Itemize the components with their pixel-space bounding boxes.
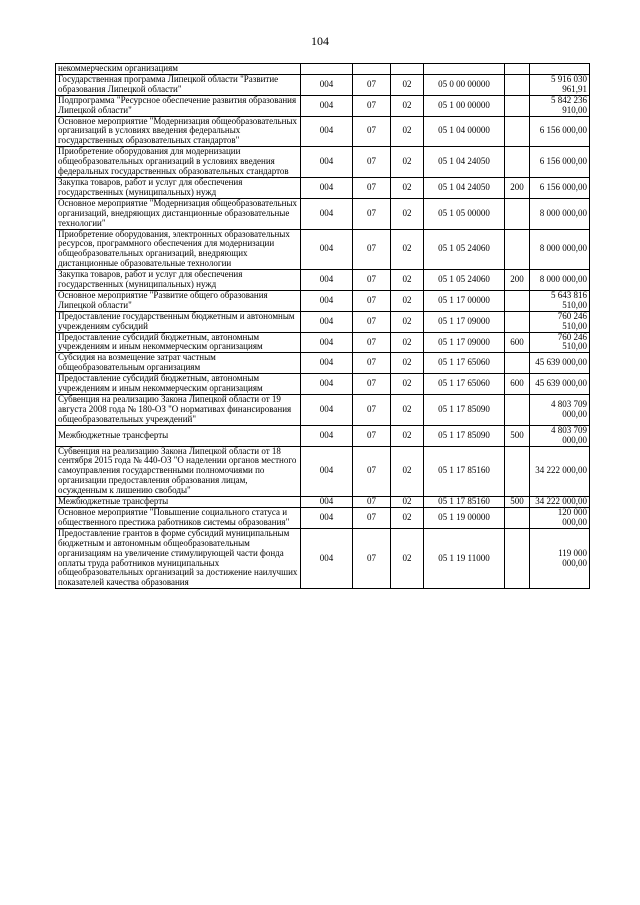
ministry-code-cell: 004 [301,270,353,291]
section-code-cell: 07 [353,353,391,374]
row-name-cell: Предоставление субсидий бюджетным, автономным учреждениям и иным некоммерческим организациям [56,374,301,395]
subsection-code-cell: 02 [391,425,424,446]
row-name-cell: Основное мероприятие "Модернизация общеобразовательных организаций в условиях введения федеральных государственных образовательных стандартов" [56,116,301,147]
amount-cell: 6 156 000,00 [530,147,590,178]
ministry-code-cell: 004 [301,95,353,116]
expense-type-cell [505,507,530,528]
expense-type-cell [505,95,530,116]
amount-cell: 5 842 236 910,00 [530,95,590,116]
section-code-cell: 07 [353,528,391,588]
section-code-cell: 07 [353,116,391,147]
expense-type-cell [505,229,530,270]
table-row [56,446,590,497]
expense-type-cell [505,147,530,178]
section-code-cell: 07 [353,425,391,446]
expense-type-cell [505,446,530,497]
section-code-cell: 07 [353,74,391,95]
row-name-cell: Государственная программа Липецкой области "Развитие образования Липецкой области" [56,74,301,95]
subsection-code-cell: 02 [391,395,424,426]
table-row [56,497,590,508]
target-article-cell: 05 1 17 00000 [424,290,505,311]
row-name-cell: Субвенция на реализацию Закона Липецкой области от 19 августа 2008 года № 180-ОЗ "О нормативах финансирования общеобразовательных учреждений" [56,395,301,426]
section-code-cell: 07 [353,229,391,270]
row-name-cell: Основное мероприятие "Повышение социального статуса и общественного престижа работников системы образования" [56,507,301,528]
subsection-code-cell: 02 [391,446,424,497]
target-article-cell: 05 1 05 00000 [424,198,505,229]
expense-type-cell [505,311,530,332]
target-article-cell: 05 0 00 00000 [424,74,505,95]
amount-cell: 4 803 709 000,00 [530,425,590,446]
amount-cell: 8 000 000,00 [530,229,590,270]
section-code-cell: 07 [353,95,391,116]
row-name-cell: Приобретение оборудования для модернизации общеобразовательных организаций в условиях введения федеральных государственных образовательных стандартов [56,147,301,178]
subsection-code-cell: 02 [391,95,424,116]
subsection-code-cell: 02 [391,497,424,508]
row-name-cell: Закупка товаров, работ и услуг для обеспечения государственных (муниципальных) нужд [56,177,301,198]
subsection-code-cell: 02 [391,353,424,374]
table-row [56,229,590,270]
table-row [56,353,590,374]
subsection-code-cell: 02 [391,116,424,147]
section-code-cell: 07 [353,177,391,198]
table-row [56,177,590,198]
ministry-code-cell: 004 [301,147,353,178]
expense-type-cell: 200 [505,177,530,198]
amount-cell: 4 803 709 000,00 [530,395,590,426]
ministry-code-cell: 004 [301,290,353,311]
table-row [56,374,590,395]
amount-cell: 760 246 510,00 [530,332,590,353]
ministry-code-cell: 004 [301,332,353,353]
expense-type-cell: 500 [505,497,530,508]
page-number: 104 [311,34,329,48]
ministry-code-cell [301,64,353,75]
section-code-cell: 07 [353,270,391,291]
subsection-code-cell: 02 [391,332,424,353]
row-name-cell: Субсидия на возмещение затрат частным общеобразовательным организациям [56,353,301,374]
expense-type-cell [505,74,530,95]
row-name-cell: Субвенция на реализацию Закона Липецкой области от 18 сентября 2015 года № 440-ОЗ "О наделении органов местного самоуправления государственными полномочиями по организации предоставления образования лицам, осужденным к лишению свободы" [56,446,301,497]
ministry-code-cell: 004 [301,395,353,426]
ministry-code-cell: 004 [301,353,353,374]
amount-cell: 120 000 000,00 [530,507,590,528]
expense-type-cell [505,198,530,229]
amount-cell: 5 916 030 961,91 [530,74,590,95]
expense-type-cell [505,528,530,588]
ministry-code-cell: 004 [301,528,353,588]
table-row [56,64,590,75]
table-row [56,198,590,229]
table-row [56,425,590,446]
amount-cell: 34 222 000,00 [530,497,590,508]
section-code-cell [353,64,391,75]
amount-cell: 6 156 000,00 [530,116,590,147]
ministry-code-cell: 004 [301,507,353,528]
row-name-cell: Предоставление государственным бюджетным и автономным учреждениям субсидий [56,311,301,332]
section-code-cell: 07 [353,290,391,311]
target-article-cell: 05 1 17 09000 [424,311,505,332]
amount-cell: 6 156 000,00 [530,177,590,198]
amount-cell [530,64,590,75]
section-code-cell: 07 [353,497,391,508]
target-article-cell: 05 1 17 65060 [424,353,505,374]
table-row [56,116,590,147]
amount-cell: 34 222 000,00 [530,446,590,497]
subsection-code-cell: 02 [391,198,424,229]
expense-type-cell [505,116,530,147]
row-name-cell: Межбюджетные трансферты [56,425,301,446]
ministry-code-cell: 004 [301,446,353,497]
section-code-cell: 07 [353,147,391,178]
table-row [56,290,590,311]
target-article-cell: 05 1 17 85090 [424,395,505,426]
budget-table [55,63,590,589]
table-row [56,395,590,426]
subsection-code-cell: 02 [391,270,424,291]
target-article-cell [424,64,505,75]
ministry-code-cell: 004 [301,74,353,95]
section-code-cell: 07 [353,198,391,229]
expense-type-cell [505,290,530,311]
target-article-cell: 05 1 17 09000 [424,332,505,353]
row-name-cell: Подпрограмма "Ресурсное обеспечение развития образования Липецкой области" [56,95,301,116]
row-name-cell: Предоставление грантов в форме субсидий муниципальным бюджетным и автономным общеобразовательным организациям на увеличение стимулирующей части фонда оплаты труда работников муниципальных общеобразовательных организаций за достижение наилучших показателей качества образования [56,528,301,588]
subsection-code-cell: 02 [391,290,424,311]
table-row [56,147,590,178]
target-article-cell: 05 1 04 24050 [424,147,505,178]
ministry-code-cell: 004 [301,311,353,332]
amount-cell: 45 639 000,00 [530,353,590,374]
target-article-cell: 05 1 17 85160 [424,497,505,508]
row-name-cell: Приобретение оборудования, электронных образовательных ресурсов, программного обеспечения для модернизации общеобразовательных организаций, внедряющих дистанционные образовательные технологии [56,229,301,270]
table-row [56,311,590,332]
section-code-cell: 07 [353,507,391,528]
section-code-cell: 07 [353,311,391,332]
target-article-cell: 05 1 05 24060 [424,229,505,270]
subsection-code-cell: 02 [391,74,424,95]
expense-type-cell: 500 [505,425,530,446]
table-row [56,528,590,588]
row-name-cell: Основное мероприятие "Развитие общего образования Липецкой области" [56,290,301,311]
ministry-code-cell: 004 [301,497,353,508]
table-row [56,507,590,528]
expense-type-cell [505,64,530,75]
expense-type-cell: 600 [505,374,530,395]
target-article-cell: 05 1 00 00000 [424,95,505,116]
subsection-code-cell: 02 [391,528,424,588]
amount-cell: 5 643 816 510,00 [530,290,590,311]
target-article-cell: 05 1 19 11000 [424,528,505,588]
subsection-code-cell: 02 [391,147,424,178]
target-article-cell: 05 1 17 85160 [424,446,505,497]
amount-cell: 45 639 000,00 [530,374,590,395]
amount-cell: 8 000 000,00 [530,270,590,291]
row-name-cell: Предоставление субсидий бюджетным, автономным учреждениям и иным некоммерческим организациям [56,332,301,353]
row-name-cell: некоммерческим организациям [56,64,301,75]
subsection-code-cell: 02 [391,229,424,270]
amount-cell: 119 000 000,00 [530,528,590,588]
expense-type-cell [505,353,530,374]
subsection-code-cell: 02 [391,177,424,198]
target-article-cell: 05 1 17 65060 [424,374,505,395]
target-article-cell: 05 1 04 24050 [424,177,505,198]
expense-type-cell [505,395,530,426]
target-article-cell: 05 1 04 00000 [424,116,505,147]
ministry-code-cell: 004 [301,198,353,229]
section-code-cell: 07 [353,332,391,353]
ministry-code-cell: 004 [301,374,353,395]
budget-table-body [56,64,590,589]
ministry-code-cell: 004 [301,229,353,270]
table-row [56,95,590,116]
ministry-code-cell: 004 [301,177,353,198]
table-row [56,332,590,353]
ministry-code-cell: 004 [301,425,353,446]
amount-cell: 760 246 510,00 [530,311,590,332]
subsection-code-cell: 02 [391,374,424,395]
row-name-cell: Межбюджетные трансферты [56,497,301,508]
table-row [56,74,590,95]
target-article-cell: 05 1 05 24060 [424,270,505,291]
section-code-cell: 07 [353,446,391,497]
amount-cell: 8 000 000,00 [530,198,590,229]
ministry-code-cell: 004 [301,116,353,147]
subsection-code-cell [391,64,424,75]
row-name-cell: Закупка товаров, работ и услуг для обеспечения государственных (муниципальных) нужд [56,270,301,291]
row-name-cell: Основное мероприятие "Модернизация общеобразовательных организаций, внедряющих дистанционные образовательные технологии" [56,198,301,229]
table-row [56,270,590,291]
target-article-cell: 05 1 17 85090 [424,425,505,446]
subsection-code-cell: 02 [391,507,424,528]
subsection-code-cell: 02 [391,311,424,332]
expense-type-cell: 600 [505,332,530,353]
section-code-cell: 07 [353,374,391,395]
target-article-cell: 05 1 19 00000 [424,507,505,528]
expense-type-cell: 200 [505,270,530,291]
section-code-cell: 07 [353,395,391,426]
